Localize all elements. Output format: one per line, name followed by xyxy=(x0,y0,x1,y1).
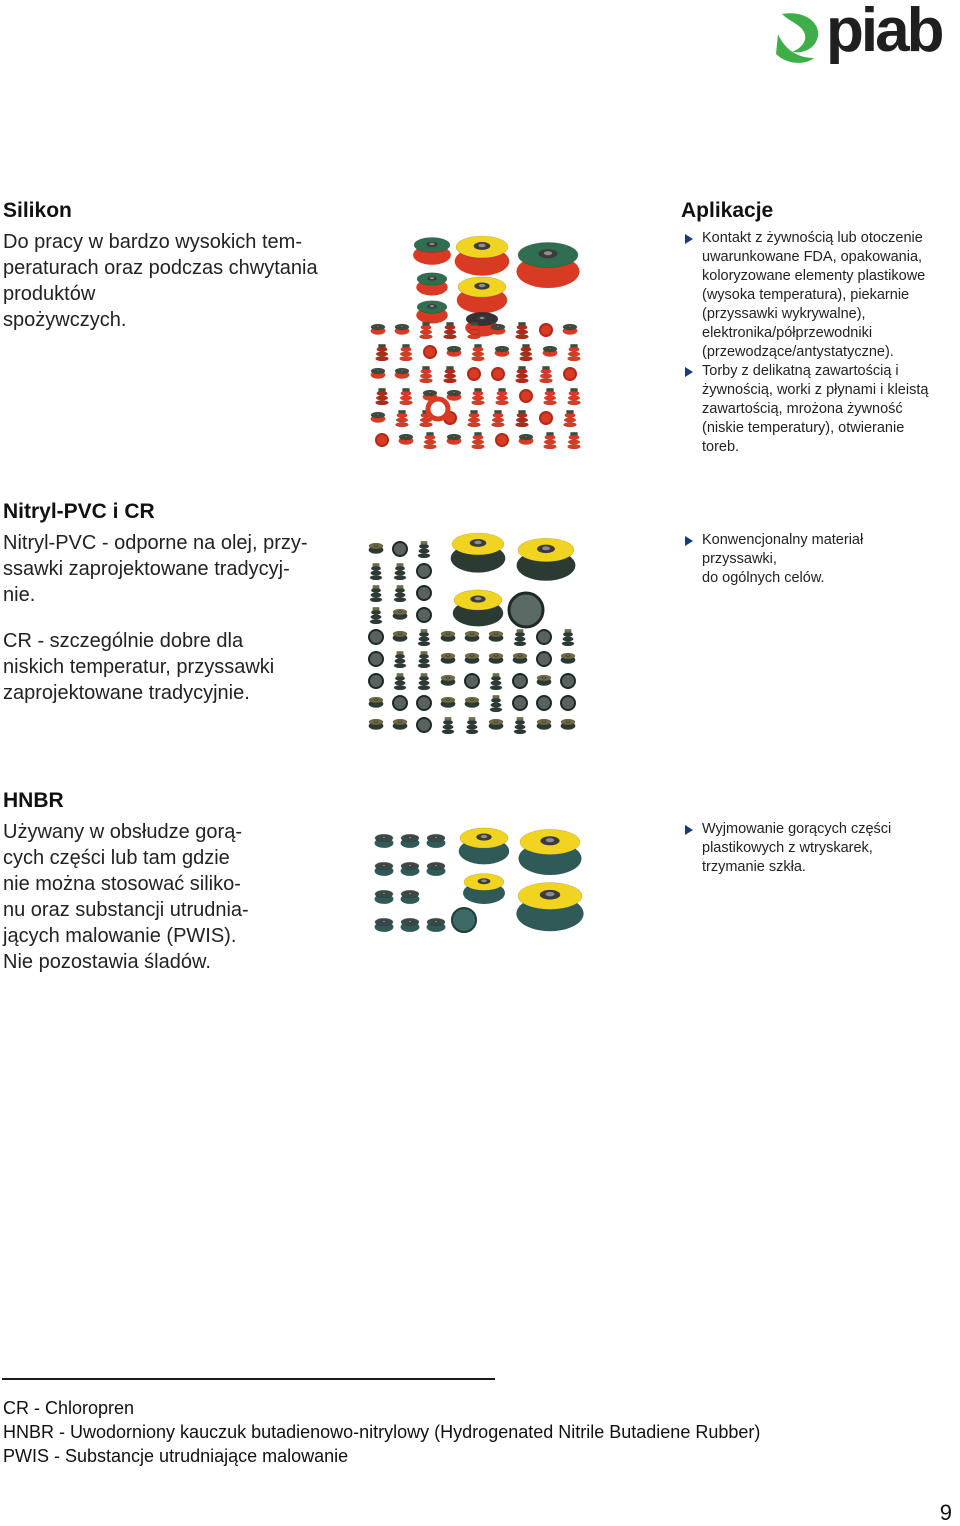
list-item: Konwencjonalny materiał przyssawki, do ogólnych celów. xyxy=(681,531,959,588)
suction-cup-illustration xyxy=(366,530,592,750)
bullet-triangle-icon xyxy=(685,234,693,244)
footnote: CR - Chloropren xyxy=(3,1398,135,1418)
dark-nitrile-suction-cups-image xyxy=(366,530,592,750)
list-item: Kontakt z żywnością lub otoczenie uwarunkowane FDA, opakowania, koloryzowane elementy plastikowe (wysoka temperatura), piekarnie (przyssawki wykrywalne), elektronika/półprzewodniki (przewodzące/antystatyczne). xyxy=(681,229,959,362)
section-hnbr-text xyxy=(3,789,353,975)
list-item: Torby z delikatną zawartością i żywnością, worki z płynami i kleistą zawartością, mrożona żywność (niskie temperatury), otwieranie toreb. xyxy=(681,362,959,457)
applications-list xyxy=(681,229,959,457)
section-description: Nitryl-PVC - odporne na olej, przy- ssawki zaprojektowane tradycyj- nie. xyxy=(3,532,308,606)
section-title: Nitryl-PVC i CR xyxy=(3,500,155,523)
piab-logo xyxy=(774,0,954,70)
footnotes xyxy=(3,1396,760,1468)
section-title: HNBR xyxy=(3,789,64,812)
bullet-triangle-icon xyxy=(685,367,693,377)
nitrile-applications xyxy=(681,531,959,588)
applications-panel xyxy=(681,199,959,457)
suction-cup-illustration xyxy=(370,233,590,453)
footnote: HNBR - Uwodorniony kauczuk butadienowo-nitrylowy (Hydrogenated Nitrile Butadiene Rubber) xyxy=(3,1422,761,1442)
section-description: CR - szczególnie dobre dla niskich temperatur, przyssawki zaprojektowane tradycyjnie. xyxy=(3,630,275,704)
red-silicone-suction-cups-image xyxy=(370,233,590,453)
green-hnbr-suction-cups-image xyxy=(372,824,602,948)
applications-list xyxy=(681,820,959,877)
list-item: Wyjmowanie gorących części plastikowych z wtryskarek, trzymanie szkła. xyxy=(681,820,959,877)
section-description: Używany w obsłudze gorą- cych części lub tam gdzie nie można stosować siliko- nu oraz substancji utrudnia- jących malowanie (PWIS). Nie pozostawia śladów. xyxy=(3,821,249,973)
bullet-triangle-icon xyxy=(685,536,693,546)
hnbr-applications xyxy=(681,820,959,877)
page-number: 9 xyxy=(939,1500,952,1525)
applications-list xyxy=(681,531,959,588)
bullet-triangle-icon xyxy=(685,825,693,835)
applications-heading: Aplikacje xyxy=(681,199,774,222)
section-silicone-text xyxy=(3,199,353,333)
suction-cup-illustration xyxy=(372,824,602,948)
section-nitrile-text xyxy=(3,500,353,706)
footnote-divider xyxy=(2,1378,495,1380)
piab-swoosh-icon xyxy=(774,8,826,68)
logo-text: piab xyxy=(826,0,942,65)
footnote: PWIS - Substancje utrudniające malowanie xyxy=(3,1446,349,1466)
section-description: Do pracy w bardzo wysokich tem- peraturach oraz podczas chwytania produktów spożywczych. xyxy=(3,231,318,331)
section-title: Silikon xyxy=(3,199,72,222)
